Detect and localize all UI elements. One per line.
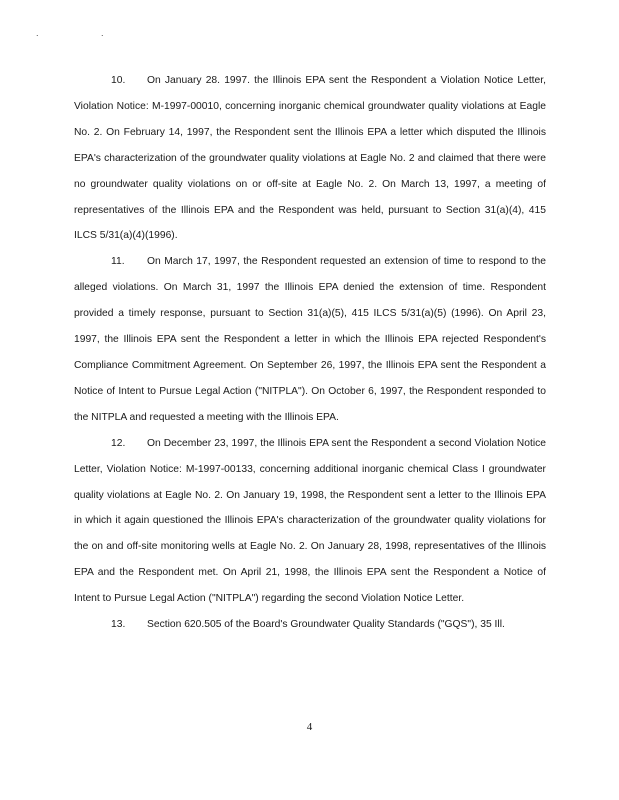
document-body bbox=[74, 68, 546, 638]
paragraph-10 bbox=[74, 68, 546, 249]
paragraph-number: 11. bbox=[111, 256, 125, 268]
paragraph-text: Section 620.505 of the Board's Groundwater Quality Standards ("GQS"), 35 Ill. bbox=[147, 619, 505, 631]
paragraph-12 bbox=[74, 431, 546, 612]
paragraph-text: On January 28. 1997. the Illinois EPA sent the Respondent a Violation Notice Letter, Violation Notice: M-1997-00010, concerning inorganic chemical groundwater quality violations at Eagle No. 2. On February 14, 1997, the Respondent sent the Illinois EPA a letter which disputed the Illinois EPA's characterization of the groundwater quality violations at Eagle No. 2 and claimed that there were no groundwater quality violations on or off-site at Eagle No. 2. On March 13, 1997, a meeting of representatives of the Illinois EPA and the Respondent was held, pursuant to Section 31(a)(4), 415 ILCS 5/31(a)(4)(1996). bbox=[74, 75, 546, 242]
scan-mark: . . bbox=[36, 28, 134, 38]
paragraph-number: 12. bbox=[111, 437, 126, 449]
paragraph-number: 13. bbox=[111, 619, 126, 631]
paragraph-text: On December 23, 1997, the Illinois EPA sent the Respondent a second Violation Notice Letter, Violation Notice: M-1997-00133, concerning additional inorganic chemical Class I groundwater quality violations at Eagle No. 2. On January 19, 1998, the Respondent sent a letter to the Illinois EPA in which it again questioned the Illinois EPA's characterization of the groundwater quality violations for the on and off-site monitoring wells at Eagle No. 2. On January 28, 1998, representatives of the Illinois EPA and the Respondent met. On April 21, 1998, the Illinois EPA sent the Respondent a Notice of Intent to Pursue Legal Action ("NITPLA") regarding the second Violation Notice Letter. bbox=[74, 437, 546, 605]
paragraph-13 bbox=[74, 612, 546, 638]
paragraph-11 bbox=[74, 249, 546, 430]
paragraph-text: On March 17, 1997, the Respondent requested an extension of time to respond to the alleged violations. On March 31, 1997 the Illinois EPA denied the extension of time. Respondent provided a timely response, pursuant to Section 31(a)(5), 415 ILCS 5/31(a)(5) (1996). On April 23, 1997, the Illinois EPA sent the Respondent a letter in which the Illinois EPA rejected Respondent's Compliance Commitment Agreement. On September 26, 1997, the Illinois EPA sent the Respondent a Notice of Intent to Pursue Legal Action ("NITPLA"). On October 6, 1997, the Respondent responded to the NITPLA and requested a meeting with the Illinois EPA. bbox=[74, 256, 546, 423]
paragraph-number: 10. bbox=[111, 75, 126, 86]
page-number: 4 bbox=[306, 721, 313, 733]
